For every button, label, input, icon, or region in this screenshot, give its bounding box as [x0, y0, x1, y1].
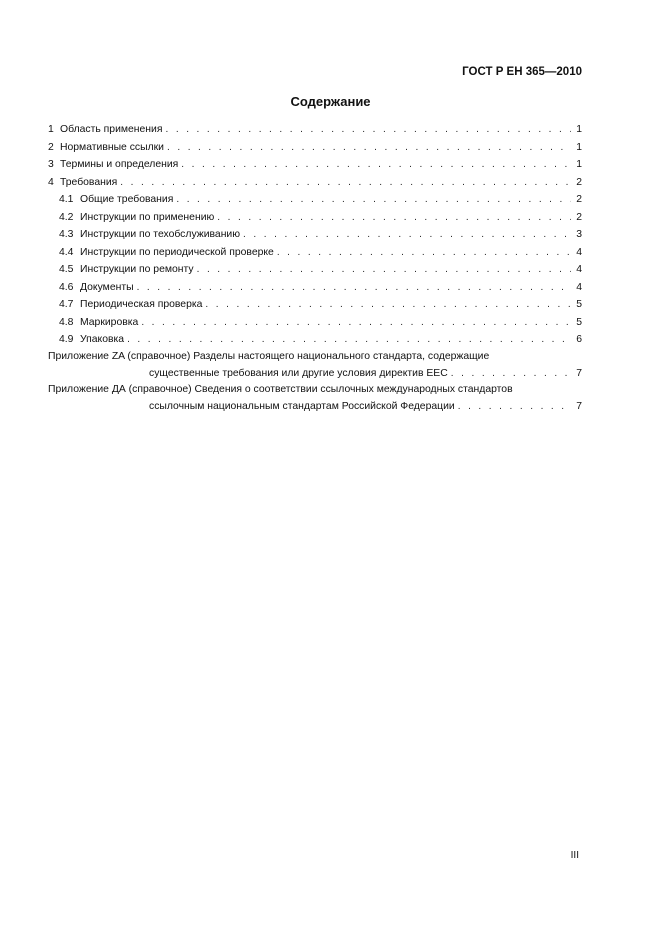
toc-leader-dots	[205, 296, 571, 314]
toc-entry-4-9[interactable]	[48, 331, 582, 349]
toc-entry-page: 2	[576, 176, 582, 188]
toc-entry-number: 4.1	[59, 194, 74, 205]
toc-entry-page: 2	[576, 194, 582, 205]
toc-entry-page: 1	[576, 159, 582, 170]
toc-leader-dots	[167, 139, 571, 157]
toc-leader-dots	[137, 279, 571, 297]
toc-leader-dots	[217, 209, 571, 227]
annex-da-line-1	[48, 382, 582, 398]
toc-leader-dots	[127, 331, 571, 349]
toc-leader-dots	[243, 226, 571, 244]
toc-entry-number: 4.5	[59, 264, 74, 275]
toc-leader-dots	[120, 174, 571, 192]
toc-entry-label: Периодическая проверка	[80, 299, 203, 310]
toc-entry-page: 6	[576, 334, 582, 345]
toc-entry-label: Инструкции по техобслуживанию	[80, 229, 241, 240]
document-code: ГОСТ Р ЕН 365—2010	[462, 66, 582, 78]
toc-leader-dots	[165, 121, 571, 139]
toc-entry-page: 4	[576, 246, 582, 258]
toc-entry-number: 4.2	[59, 211, 74, 223]
toc-entry-label: Инструкции по ремонту	[80, 264, 194, 275]
toc-title: Содержание	[290, 94, 371, 109]
toc-entry-page: 7	[576, 401, 582, 412]
toc-entry-label: Документы	[80, 281, 134, 293]
toc-entry-label: Инструкции по применению	[80, 211, 215, 223]
toc-entry-label: Область применения	[60, 124, 163, 135]
toc-leader-dots	[176, 191, 571, 209]
toc-entry-page: 5	[576, 299, 582, 310]
annex-da-title-continued: ссылочным национальным стандартам Российской Федерации	[149, 401, 455, 412]
toc-leader-dots	[277, 244, 571, 262]
annex-za-title-continued: существенные требования или другие условия директив EEC	[149, 367, 448, 379]
toc-entry-number: 4.9	[59, 334, 74, 345]
toc-entry-number: 4.3	[59, 229, 74, 240]
toc-leader-dots	[458, 398, 571, 416]
toc-entry-number: 4	[48, 176, 54, 188]
table-of-contents	[48, 121, 582, 416]
toc-entry-label: Требования	[60, 176, 118, 188]
toc-entry-label: Нормативные ссылки	[60, 141, 164, 153]
toc-entry-4-3[interactable]	[48, 226, 582, 244]
toc-entry-label: Маркировка	[80, 316, 139, 328]
toc-entry-number: 1	[48, 124, 54, 135]
toc-entry-4-1[interactable]	[48, 191, 582, 209]
toc-entry-number: 4.8	[59, 316, 74, 328]
page-number: III	[570, 850, 579, 861]
toc-entry-annex-da[interactable]	[48, 382, 582, 416]
toc-entry-label: Инструкции по периодической проверке	[80, 246, 274, 258]
toc-entry-label: Общие требования	[80, 194, 174, 205]
toc-leader-dots	[451, 365, 571, 383]
toc-entry-page: 4	[576, 281, 582, 293]
toc-entry-4-2[interactable]	[48, 209, 582, 227]
toc-entry-page: 5	[576, 316, 582, 328]
toc-entry-number: 3	[48, 159, 54, 170]
toc-entry-3[interactable]	[48, 156, 582, 174]
toc-entry-4-8[interactable]	[48, 314, 582, 332]
toc-entry-number: 4.4	[59, 246, 74, 258]
toc-entry-4[interactable]	[48, 174, 582, 192]
toc-entry-annex-za[interactable]	[48, 349, 582, 383]
toc-entry-4-4[interactable]	[48, 244, 582, 262]
annex-za-line-2	[48, 365, 582, 383]
toc-entry-number: 4.7	[59, 299, 74, 310]
toc-entry-page: 1	[576, 141, 582, 153]
toc-entry-label: Упаковка	[80, 334, 125, 345]
toc-entry-2[interactable]	[48, 139, 582, 157]
toc-leader-dots	[197, 261, 571, 279]
toc-entry-page: 1	[576, 124, 582, 135]
toc-entry-4-5[interactable]	[48, 261, 582, 279]
toc-entry-page: 4	[576, 264, 582, 275]
annex-da-title: Приложение ДА (справочное) Сведения о соответствии ссылочных международных стандартов	[48, 384, 513, 395]
toc-entry-page: 3	[576, 229, 582, 240]
annex-za-title: Приложение ZA (справочное) Разделы настоящего национального стандарта, содержащие	[48, 350, 490, 362]
toc-entry-4-6[interactable]	[48, 279, 582, 297]
toc-entry-page: 2	[576, 211, 582, 223]
annex-za-line-1	[48, 349, 582, 365]
toc-entry-page: 7	[576, 367, 582, 379]
toc-entry-number: 2	[48, 141, 54, 153]
toc-leader-dots	[141, 314, 571, 332]
toc-leader-dots	[181, 156, 571, 174]
toc-entry-4-7[interactable]	[48, 296, 582, 314]
annex-da-line-2	[48, 398, 582, 416]
toc-entry-number: 4.6	[59, 281, 74, 293]
toc-entry-1[interactable]	[48, 121, 582, 139]
toc-entry-label: Термины и определения	[60, 159, 179, 170]
